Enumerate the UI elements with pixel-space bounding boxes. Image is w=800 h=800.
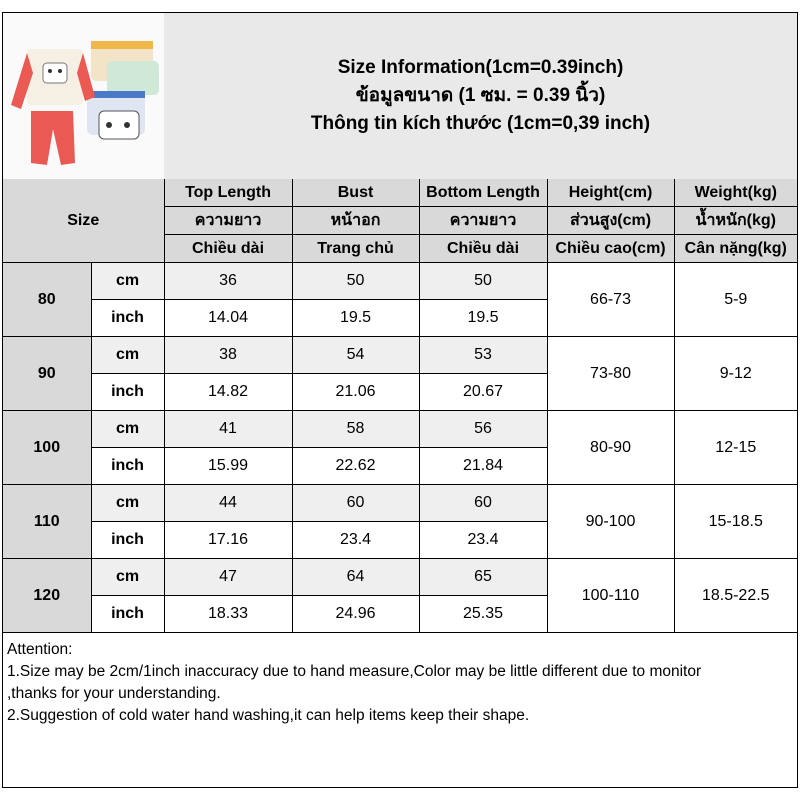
- bottom-length-cell: 20.67: [419, 374, 547, 411]
- bust-cell: 21.06: [292, 374, 419, 411]
- product-photo: [3, 13, 165, 179]
- column-header: Bust: [292, 179, 419, 207]
- column-header: Chiều cao(cm): [547, 235, 674, 263]
- height-cell: 66-73: [547, 263, 674, 337]
- bottom-length-cell: 53: [419, 337, 547, 374]
- note-line: ,thanks for your understanding.: [7, 685, 221, 702]
- height-cell: 73-80: [547, 337, 674, 411]
- top-length-cell: 38: [164, 337, 292, 374]
- column-header: Bottom Length: [419, 179, 547, 207]
- size-value: 80: [3, 263, 91, 337]
- size-chart-sheet: [2, 12, 798, 788]
- weight-cell: 9-12: [674, 337, 797, 411]
- top-length-cell: 15.99: [164, 448, 292, 485]
- weight-cell: 12-15: [674, 411, 797, 485]
- bottom-length-cell: 60: [419, 485, 547, 522]
- unit-label: cm: [91, 411, 164, 448]
- column-header: Weight(kg): [674, 179, 797, 207]
- column-header: Chiều dài: [164, 235, 292, 263]
- pajama-set-image: [3, 13, 164, 179]
- column-header: หน้าอก: [292, 207, 419, 235]
- note-line: 1.Size may be 2cm/1inch inaccuracy due to hand measure,Color may be little different due to monitor: [7, 663, 702, 680]
- size-value: 90: [3, 337, 91, 411]
- title-english: Size Information(1cm=0.39inch): [337, 57, 624, 78]
- bottom-length-cell: 56: [419, 411, 547, 448]
- unit-label: inch: [91, 374, 164, 411]
- unit-label: cm: [91, 559, 164, 596]
- unit-label: inch: [91, 300, 164, 337]
- size-value: 110: [3, 485, 91, 559]
- unit-label: cm: [91, 485, 164, 522]
- header-row-english: [3, 179, 797, 207]
- title-thai: ข้อมูลขนาด (1 ซม. = 0.39 นิ้ว): [355, 85, 606, 106]
- top-length-cell: 17.16: [164, 522, 292, 559]
- weight-cell: 18.5-22.5: [674, 559, 797, 633]
- bottom-length-cell: 19.5: [419, 300, 547, 337]
- weight-cell: 5-9: [674, 263, 797, 337]
- top-length-cell: 41: [164, 411, 292, 448]
- title-block: [164, 13, 797, 179]
- bust-cell: 23.4: [292, 522, 419, 559]
- bottom-length-cell: 50: [419, 263, 547, 300]
- bust-cell: 19.5: [292, 300, 419, 337]
- column-header: ความยาว: [164, 207, 292, 235]
- size-table: [3, 179, 797, 633]
- bust-cell: 22.62: [292, 448, 419, 485]
- column-header: ส่วนสูง(cm): [547, 207, 674, 235]
- height-cell: 100-110: [547, 559, 674, 633]
- column-header: น้ำหนัก(kg): [674, 207, 797, 235]
- bust-cell: 24.96: [292, 596, 419, 633]
- unit-label: inch: [91, 522, 164, 559]
- table-row: [3, 411, 797, 448]
- unit-label: cm: [91, 263, 164, 300]
- column-header: Height(cm): [547, 179, 674, 207]
- size-column-label: Size: [3, 179, 164, 263]
- top-length-cell: 14.04: [164, 300, 292, 337]
- bust-cell: 58: [292, 411, 419, 448]
- top-length-cell: 47: [164, 559, 292, 596]
- size-value: 100: [3, 411, 91, 485]
- bust-cell: 60: [292, 485, 419, 522]
- top-length-cell: 44: [164, 485, 292, 522]
- column-header: ความยาว: [419, 207, 547, 235]
- table-row: [3, 485, 797, 522]
- top-length-cell: 14.82: [164, 374, 292, 411]
- top-length-cell: 18.33: [164, 596, 292, 633]
- column-header: Top Length: [164, 179, 292, 207]
- unit-label: inch: [91, 448, 164, 485]
- height-cell: 80-90: [547, 411, 674, 485]
- unit-label: cm: [91, 337, 164, 374]
- note-line: 2.Suggestion of cold water hand washing,it can help items keep their shape.: [7, 707, 530, 724]
- column-header: Cân nặng(kg): [674, 235, 797, 263]
- column-header: Chiều dài: [419, 235, 547, 263]
- size-value: 120: [3, 559, 91, 633]
- bottom-length-cell: 21.84: [419, 448, 547, 485]
- bust-cell: 54: [292, 337, 419, 374]
- column-header: Trang chủ: [292, 235, 419, 263]
- bottom-length-cell: 65: [419, 559, 547, 596]
- bust-cell: 64: [292, 559, 419, 596]
- attention-notes: [3, 637, 797, 787]
- weight-cell: 15-18.5: [674, 485, 797, 559]
- table-row: [3, 263, 797, 300]
- chart-header: [3, 13, 797, 180]
- top-length-cell: 36: [164, 263, 292, 300]
- unit-label: inch: [91, 596, 164, 633]
- title-vietnamese: Thông tin kích thước (1cm=0,39 inch): [310, 113, 651, 134]
- bust-cell: 50: [292, 263, 419, 300]
- bottom-length-cell: 25.35: [419, 596, 547, 633]
- table-row: [3, 337, 797, 374]
- notes-heading: Attention:: [7, 641, 73, 658]
- bottom-length-cell: 23.4: [419, 522, 547, 559]
- table-row: [3, 559, 797, 596]
- height-cell: 90-100: [547, 485, 674, 559]
